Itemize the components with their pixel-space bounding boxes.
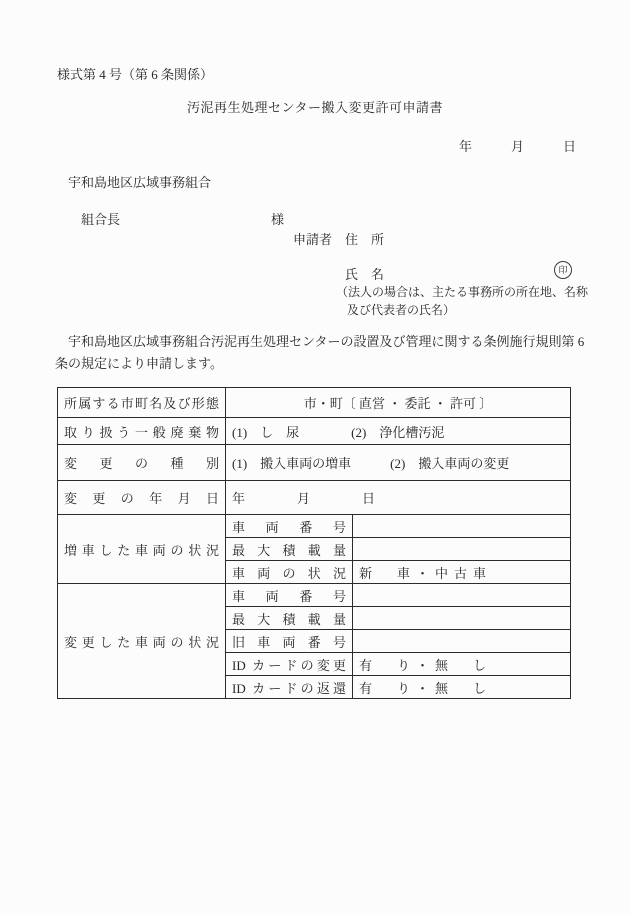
value-old-vehicle-number (353, 630, 571, 653)
table-row-municipality (58, 388, 571, 418)
sublabel-id-card-change: ID カードの変更 (226, 653, 353, 676)
row-label-change-date: 変更の年月日 (58, 481, 226, 515)
value-vehicle-number (353, 584, 571, 607)
body-paragraph: 宇和島地区広域事務組合汚泥再生処理センターの設置及び管理に関する条例施行規則第 6 条の規定により申請します。 (55, 334, 585, 371)
applicant-name-label: 氏 名 (345, 267, 385, 282)
table-row-changed-vehicle-number (58, 584, 571, 607)
addressee-line (68, 193, 284, 244)
seal-text: 印 (558, 264, 568, 275)
group-label-added-vehicle: 増車した車両の状況 (58, 515, 226, 584)
form-number: 様式第 4 号（第 6 条関係） (57, 67, 214, 82)
row-label-change-kind: 変更の種別 (58, 445, 226, 481)
sublabel-vehicle-number: 車両番号 (226, 515, 353, 538)
application-table (57, 387, 571, 699)
row-value-municipality: 市・町〔 直営 ・ 委託 ・ 許可 〕 (226, 388, 571, 418)
table-row-added-vehicle-number (58, 515, 571, 538)
table-row-change-date (58, 481, 571, 515)
addressee-organization: 宇和島地区広域事務組合 (68, 175, 212, 190)
value-vehicle-number (353, 515, 571, 538)
row-label-waste-type: 取り扱う一般廃棄物 (58, 418, 226, 445)
row-value-change-date: 年 月 日 (226, 481, 571, 515)
sublabel-id-card-return: ID カードの返還 (226, 676, 353, 699)
sublabel-old-vehicle-number: 旧車両番号 (226, 630, 353, 653)
corporate-note-line2: 及び代表者の氏名） (347, 303, 456, 317)
table-row-waste-type (58, 418, 571, 445)
seal-icon (554, 261, 572, 279)
value-vehicle-condition: 新 車・中古車 (353, 561, 571, 584)
sublabel-max-load: 最大積載量 (226, 538, 353, 561)
sublabel-vehicle-condition: 車両の状況 (226, 561, 353, 584)
table-row-change-kind (58, 445, 571, 481)
application-date-line: 年 月 日 (459, 139, 577, 154)
sublabel-vehicle-number: 車両番号 (226, 584, 353, 607)
value-id-card-return: 有 り・無 し (353, 676, 571, 699)
addressee-honorific: 様 (271, 212, 285, 227)
value-id-card-change: 有 り・無 し (353, 653, 571, 676)
addressee-role: 組合長 (81, 212, 121, 227)
value-max-load (353, 607, 571, 630)
value-max-load (353, 538, 571, 561)
row-label-municipality: 所属する市町名及び形態 (58, 388, 226, 418)
page-title: 汚泥再生処理センター搬入変更許可申請書 (187, 100, 443, 115)
group-label-changed-vehicle: 変更した車両の状況 (58, 584, 226, 699)
corporate-note-line1: （法人の場合は、主たる事務所の所在地、名称 (336, 285, 589, 299)
sublabel-max-load: 最大積載量 (226, 607, 353, 630)
row-value-waste-type: (1) し 尿 (2) 浄化槽汚泥 (226, 418, 571, 445)
applicant-address-line: 申請者 住 所 (293, 232, 385, 247)
row-value-change-kind: (1) 搬入車両の増車 (2) 搬入車両の変更 (226, 445, 571, 481)
